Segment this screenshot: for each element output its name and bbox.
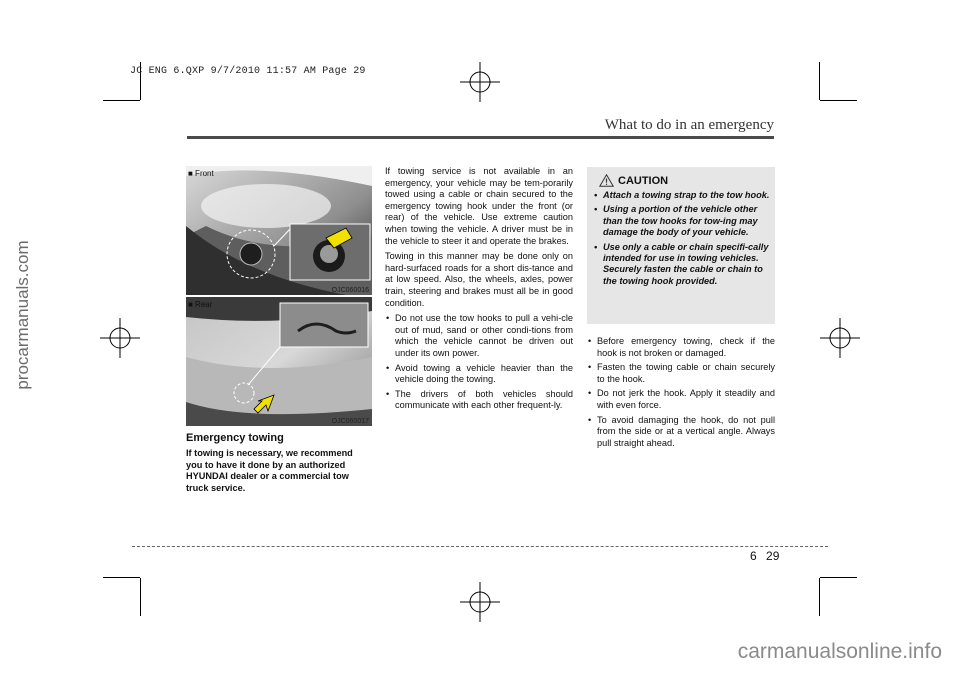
list-item: • Use only a cable or chain specifi-cally intended for use in towing vehicles. Securely fasten the cable or chain to the towing hook provided. [593,242,771,288]
bottom-watermark: carmanualsonline.info [737,640,942,663]
rear-figure-code: OJC060017 [331,418,369,425]
list-item: • Do not use the tow hooks to pull a vehi-cle out of mud, sand or other condi-tions from which the vehicle cannot be driven out under its own power. [385,313,573,359]
emergency-towing-intro: If towing is necessary, we recommend you to have it done by an authorized HYUNDAI dealer or a commercial tow truck service. [186,448,353,493]
rear-bumper-illustration [186,297,372,426]
page-number [750,549,779,563]
trim-mark [819,578,820,616]
registration-mark-right [820,318,860,358]
hook-bullet-list [587,336,775,449]
warning-triangle-icon [599,174,614,187]
title-rule [187,136,774,139]
front-bumper-illustration [186,166,372,295]
trim-mark [103,100,140,101]
list-item: • Fasten the towing cable or chain securely to the hook. [587,362,775,385]
footer-dashed-rule [132,546,828,547]
trim-mark [140,578,141,616]
section-title: What to do in an emergency [604,117,774,133]
print-slug: JC ENG 6.QXP 9/7/2010 11:57 AM Page 29 [130,66,366,77]
side-watermark: procarmanuals.com [13,240,32,390]
trim-mark [820,100,857,101]
caution-title: CAUTION [618,175,669,187]
registration-mark-top [460,62,500,102]
caution-box [587,167,775,324]
hook-usage-column [587,336,775,452]
towing-paragraph-2: Towing in this manner may be done only on hard-surfaced roads for a short dis-tance and at low speed. Also, the wheels, axles, power train, steering and brakes must all be in good condition. [385,251,573,308]
trim-mark [820,577,857,578]
front-tow-hook-photo [186,166,372,295]
trim-mark [819,62,820,100]
towing-bullet-list [385,313,573,412]
page-number-value: 29 [766,549,780,563]
caution-list [593,190,771,290]
registration-mark-bottom [460,582,500,622]
list-item: • Before emergency towing, check if the hook is not broken or damaged. [587,336,775,359]
emergency-towing-heading: Emergency towing [186,432,284,444]
list-item: • To avoid damaging the hook, do not pull from the side or at a vertical angle. Always pull straight ahead. [587,415,775,450]
chapter-number: 6 [750,549,757,563]
rear-figure-label: ■ Rear [188,300,213,309]
front-figure-label: ■ Front [188,169,214,178]
list-item: • The drivers of both vehicles should communicate with each other frequent-ly. [385,389,573,412]
rear-tow-hook-photo [186,297,372,426]
list-item: • Using a portion of the vehicle other than the tow hooks for tow-ing may damage the body of your vehicle. [593,204,771,238]
registration-mark-left [100,318,140,358]
front-figure-code: OJC060016 [331,287,369,294]
list-item: • Avoid towing a vehicle heavier than the vehicle doing the towing. [385,363,573,386]
towing-instructions-column [385,166,573,415]
towing-paragraph-1: If towing service is not available in an emergency, your vehicle may be tem-porarily towed using a cable or chain secured to the emergency towing hook under the front (or rear) of the vehicle. Use extreme caution when towing the vehicle. A driver must be in the vehicle to steer it and operate the brakes. [385,166,573,246]
list-item: • Attach a towing strap to the tow hook. [593,190,771,201]
trim-mark [103,577,140,578]
list-item: • Do not jerk the hook. Apply it steadily and with even force. [587,388,775,411]
